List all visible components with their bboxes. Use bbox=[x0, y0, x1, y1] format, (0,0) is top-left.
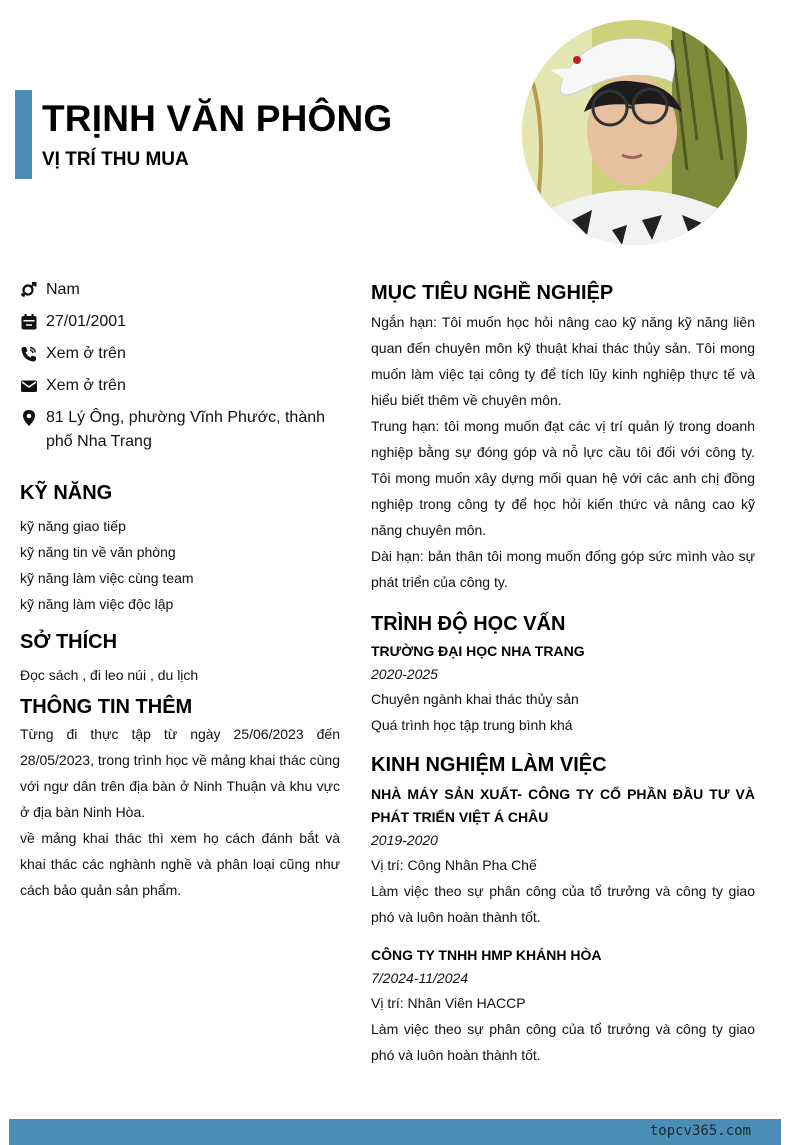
education-title: TRÌNH ĐỘ HỌC VẤN bbox=[371, 613, 566, 635]
objective-title: MỤC TIÊU NGHỀ NGHIỆP bbox=[371, 282, 614, 304]
hobbies-text: Đọc sách , đi leo núi , du lịch bbox=[20, 667, 199, 683]
school-name: TRƯỜNG ĐẠI HỌC NHA TRANG bbox=[371, 643, 585, 659]
calendar-icon bbox=[20, 310, 46, 334]
objective-paragraph: Ngắn hạn: Tôi muốn học hỏi nâng cao kỹ năng kỹ năng liên quan đến chuyên môn kỹ thuật khai thác thủy sản. Tôi mong muốn làm việc tại công ty để tích lũy kinh nghiệp thực tế và hiểu biết thêm về chuyên môn. bbox=[371, 314, 755, 408]
education-line: Quá trình học tập trung bình khá bbox=[371, 717, 573, 733]
avatar-photo bbox=[522, 20, 747, 245]
list-item: kỹ năng giao tiếp bbox=[20, 518, 126, 534]
right-column bbox=[371, 282, 755, 1068]
contact-phone bbox=[20, 342, 340, 366]
email-icon bbox=[20, 374, 46, 398]
contact-text: Xem ở trên bbox=[46, 377, 126, 394]
job-position: VỊ TRÍ THU MUA bbox=[42, 149, 189, 170]
phone-icon bbox=[20, 342, 46, 366]
list-item: kỹ năng làm việc độc lập bbox=[20, 596, 174, 612]
contact-text: 81 Lý Ông, phường Vĩnh Phước, thành phố Nha Trang bbox=[46, 409, 326, 450]
footer-bar bbox=[9, 1119, 781, 1145]
job-company: NHÀ MÁY SẢN XUẤT- CÔNG TY CỔ PHẦN ĐẦU TƯ VÀ PHÁT TRIỂN VIỆT Á CHÂU bbox=[371, 786, 755, 825]
extra-info-paragraph: về mảng khai thác thì xem họ cách đánh bắt và khai thác các nghành nghề và phân loại cũng như cách bảo quản sản phẩm. bbox=[20, 830, 340, 898]
location-pin-icon bbox=[20, 406, 46, 430]
footer-watermark: topcv365.com bbox=[649, 1123, 751, 1139]
job-description: Làm việc theo sự phân công của tổ trưởng và công ty giao phó và luôn hoàn thành tốt. bbox=[371, 1021, 755, 1063]
skills-title: KỸ NĂNG bbox=[20, 482, 113, 504]
contact-text: Nam bbox=[46, 281, 80, 298]
contact-email bbox=[20, 374, 340, 398]
avatar bbox=[522, 20, 747, 245]
contact-text: 27/01/2001 bbox=[46, 313, 127, 330]
hobbies-title: SỞ THÍCH bbox=[20, 631, 118, 653]
contact-gender bbox=[20, 278, 340, 302]
job-period: 2019-2020 bbox=[371, 832, 438, 848]
contact-text: Xem ở trên bbox=[46, 345, 126, 362]
extra-info-title: THÔNG TIN THÊM bbox=[20, 696, 193, 718]
education-line: Chuyên ngành khai thác thủy sản bbox=[371, 691, 579, 707]
skills-list bbox=[20, 513, 340, 617]
job-role: Vị trí: Công Nhân Pha Chế bbox=[371, 857, 537, 873]
experience-title: KINH NGHIỆM LÀM VIỆC bbox=[371, 754, 607, 776]
candidate-name: TRỊNH VĂN PHÔNG bbox=[42, 98, 393, 139]
objective-paragraph: Trung hạn: tôi mong muốn đạt các vị trí quản lý trong doanh nghiệp bằng sự đóng góp và nỗ lực cầu tôi đối với công ty. Tôi mong muốn xây dựng mối quan hệ với các anh chị đồng nghiệp trong công ty để học hỏi kiến thức và nâng cao kỹ năng chuyên môn. bbox=[371, 418, 755, 538]
job-company: CÔNG TY TNHH HMP KHÁNH HÒA bbox=[371, 947, 602, 963]
left-column bbox=[20, 278, 340, 903]
job-period: 7/2024-11/2024 bbox=[371, 970, 469, 986]
gender-icon bbox=[20, 278, 46, 302]
job-description: Làm việc theo sự phân công của tổ trưởng và công ty giao phó và luôn hoàn thành tốt. bbox=[371, 883, 755, 925]
contact-address bbox=[20, 406, 340, 454]
education-period: 2020-2025 bbox=[371, 666, 438, 682]
list-item: kỹ năng làm việc cùng team bbox=[20, 570, 194, 586]
job-role: Vị trí: Nhân Viên HACCP bbox=[371, 995, 526, 1011]
extra-info-paragraph: Từng đi thực tập từ ngày 25/06/2023 đến 28/05/2023, trong trình học về mảng khai thác cùng với ngư dân trên địa bàn ở Ninh Thuận và khu vực ở địa bàn Ninh Hòa. bbox=[20, 726, 340, 820]
contact-birthday bbox=[20, 310, 340, 334]
objective-paragraph: Dài hạn: bản thân tôi mong muốn đống góp sức mình vào sự phát triển của công ty. bbox=[371, 548, 755, 590]
list-item: kỹ năng tin về văn phòng bbox=[20, 544, 176, 560]
header-accent-bar bbox=[15, 90, 32, 179]
